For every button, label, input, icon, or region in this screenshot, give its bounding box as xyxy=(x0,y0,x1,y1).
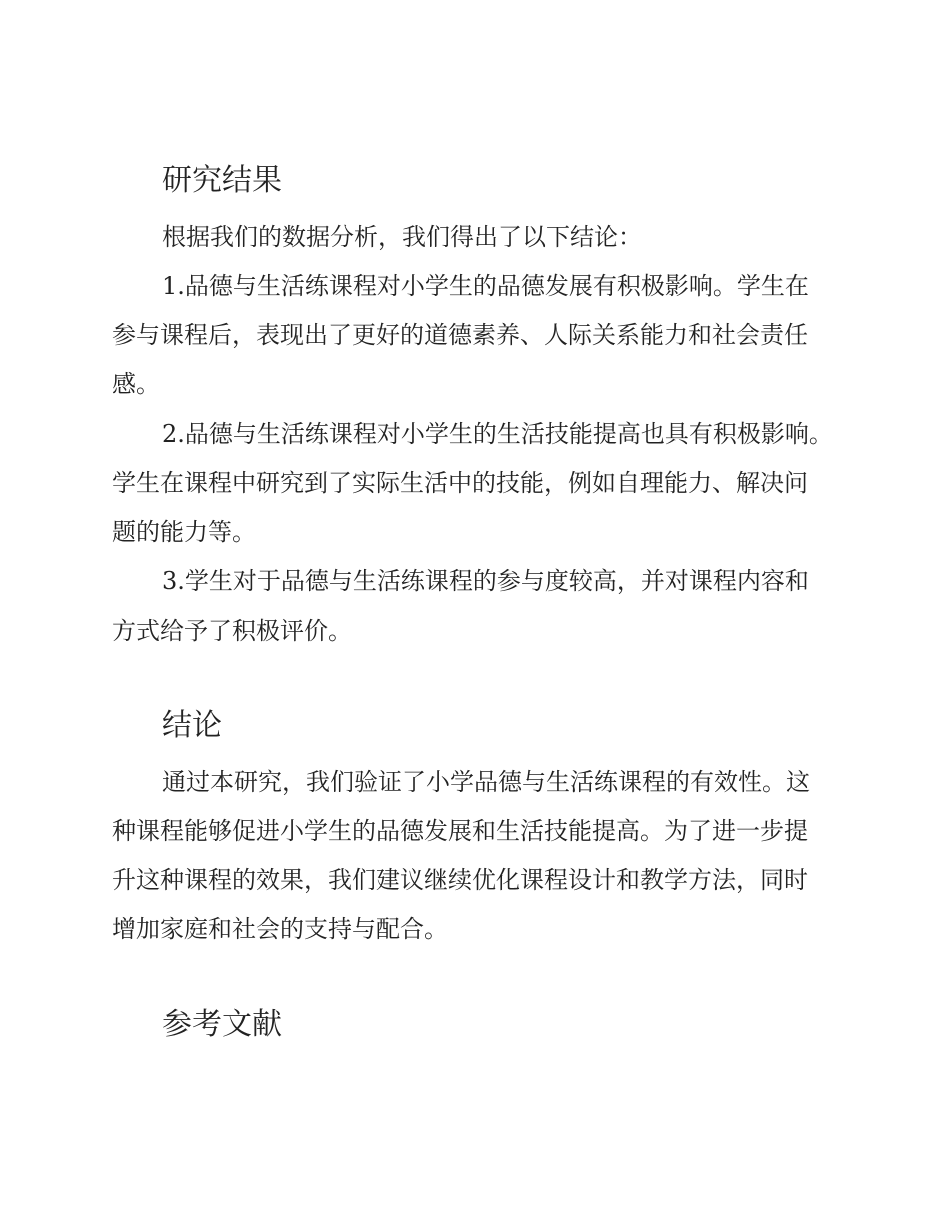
paragraph-line: 升这种课程的效果，我们建议继续优化课程设计和教学方法，同时 xyxy=(112,866,808,894)
paragraph-line: 参与课程后，表现出了更好的道德素养、人际关系能力和社会责任 xyxy=(112,321,808,349)
paragraph-line: 感。 xyxy=(112,370,160,398)
paragraph-line: 种课程能够促进小学生的品德发展和生活技能提高。为了进一步提 xyxy=(112,817,808,845)
paragraph-line: 方式给予了积极评价。 xyxy=(112,617,352,645)
paragraph-line: 增加家庭和社会的支持与配合。 xyxy=(112,915,448,943)
paragraph-line: 通过本研究，我们验证了小学品德与生活练课程的有效性。这 xyxy=(162,768,810,796)
paragraph-line: 1.品德与生活练课程对小学生的品德发展有积极影响。学生在 xyxy=(162,272,809,300)
section-heading-conclusion: 结论 xyxy=(162,708,222,743)
paragraph-line: 3.学生对于品德与生活练课程的参与度较高，并对课程内容和 xyxy=(162,567,809,595)
paragraph-line: 学生在课程中研究到了实际生活中的技能，例如自理能力、解决问 xyxy=(112,469,808,497)
paragraph-line: 题的能力等。 xyxy=(112,518,256,546)
section-heading-results: 研究结果 xyxy=(162,163,282,198)
paragraph-line: 根据我们的数据分析，我们得出了以下结论： xyxy=(162,223,642,251)
section-heading-references: 参考文献 xyxy=(162,1007,282,1042)
paragraph-line: 2.品德与生活练课程对小学生的生活技能提高也具有积极影响。 xyxy=(162,420,833,448)
